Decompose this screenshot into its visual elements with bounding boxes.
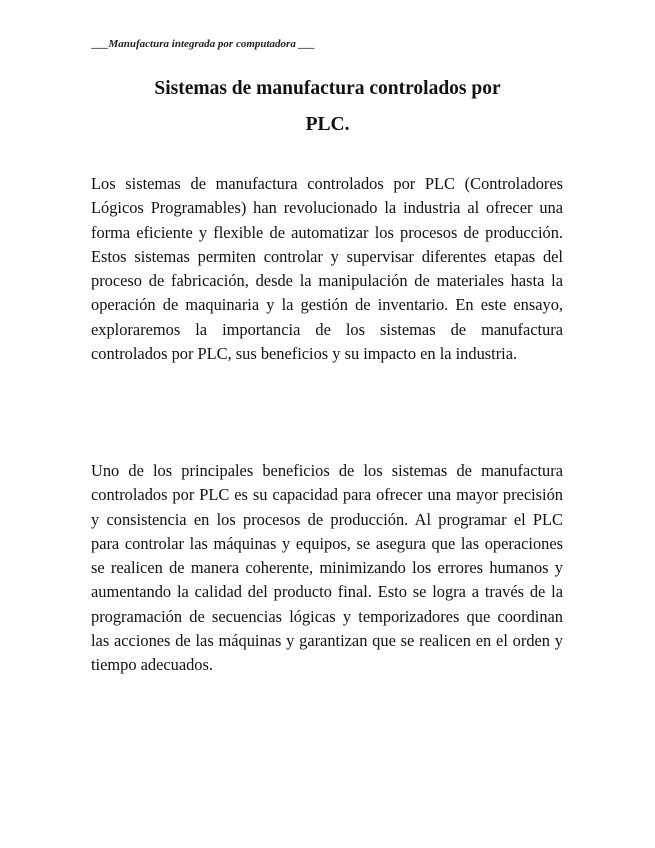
page-title-continuation: PLC. <box>305 114 350 135</box>
running-header: ___Manufactura integrada por computadora ___ <box>92 38 316 50</box>
body-paragraph-2: Uno de los principales beneficios de los sistemas de manufactura controlados por PLC es su capacidad para ofrecer una mayor precisión y consistencia en los procesos de producción. Al programar el PLC para controlar las máquinas y equipos, se asegura que las operaciones se realicen de manera coherente, minimizando los errores humanos y aumentando la calidad del producto final. Esto se logra a través de la programación de secuencias lógicas y temporizadores que coordinan las acciones de las máquinas y garantizan que se realicen en el orden y tiempo adecuados. <box>91 461 563 675</box>
body-paragraph-1: Los sistemas de manufactura controlados por PLC (Controladores Lógicos Programables) han revolucionado la industria al ofrecer una forma eficiente y flexible de automatizar los procesos de producción. Estos sistemas permiten controlar y supervisar diferentes etapas del proceso de fabricación, desde la manipulación de materiales hasta la operación de maquinaria y la gestión de inventario. En este ensayo, exploraremos la importancia de los sistemas de manufactura controlados por PLC, sus beneficios y su impacto en la industria. <box>91 174 563 364</box>
page-title: Sistemas de manufactura controlados por <box>154 78 501 99</box>
